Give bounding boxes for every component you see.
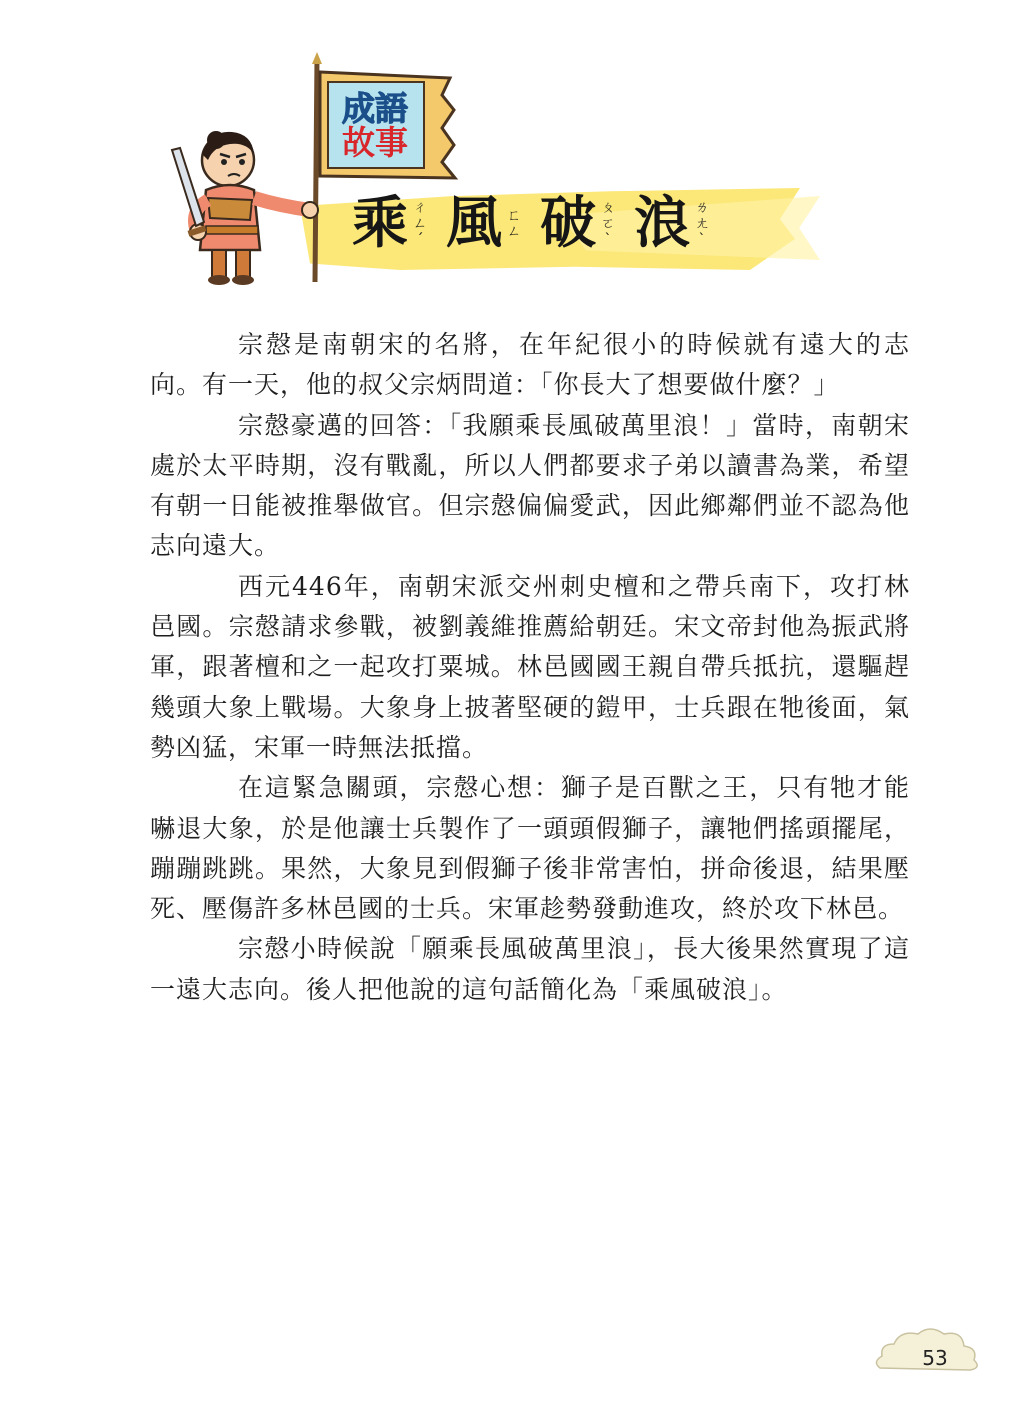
story-paragraph: 宗慤豪邁的回答：「我願乘長風破萬里浪！」當時，南朝宋處於太平時期，沒有戰亂，所以人們都要求子弟以讀書為業，希望有朝一日能被推舉做官。但宗慤偏偏愛武，因此鄉鄰們並不認為他志向遠大。 [150, 410, 910, 561]
title-char: 乘 ㄔㄥˊ [352, 191, 427, 256]
story-body [150, 325, 910, 1010]
title-char: 浪 ㄌㄤˋ [634, 191, 709, 256]
page-number: 53 [922, 1346, 948, 1370]
flag-label-line1: 成語 [342, 89, 408, 128]
story-paragraph: 宗慤小時候說「願乘長風破萬里浪」，長大後果然實現了這一遠大志向。後人把他說的這句話簡化為「乘風破浪」。 [150, 934, 910, 1004]
story-paragraph: 西元446年，南朝宋派交州刺史檀和之帶兵南下，攻打林邑國。宗慤請求參戰，被劉義維推薦給朝廷。宋文帝封他為振武將軍，跟著檀和之一起攻打粟城。林邑國國王親自帶兵抵抗，還驅趕幾頭大象上戰場。大象身上披著堅硬的鎧甲，士兵跟在牠後面，氣勢凶猛，宋軍一時無法抵擋。 [150, 571, 910, 762]
idiom-story-flag-label [332, 89, 418, 162]
story-paragraph: 在這緊急關頭，宗慤心想：獅子是百獸之王，只有牠才能嚇退大象，於是他讓士兵製作了一頭頭假獅子，讓牠們搖頭擺尾，蹦蹦跳跳。果然，大象見到假獅子後非常害怕，拼命後退，結果壓死、壓傷許多林邑國的士兵。宋軍趁勢發動進攻，終於攻下林邑。 [150, 773, 910, 924]
general-with-flag-illustration [150, 50, 480, 290]
page-header [0, 0, 1024, 310]
title-char: 破 ㄆㄛˋ [540, 191, 615, 256]
idiom-title [352, 191, 710, 256]
flag-label-line2: 故事 [342, 123, 408, 162]
title-char: 風 ㄈㄥ [446, 191, 521, 256]
story-paragraph: 宗慤是南朝宋的名將，在年紀很小的時候就有遠大的志向。有一天，他的叔父宗炳問道：「你長大了想要做什麼？」 [150, 330, 910, 400]
